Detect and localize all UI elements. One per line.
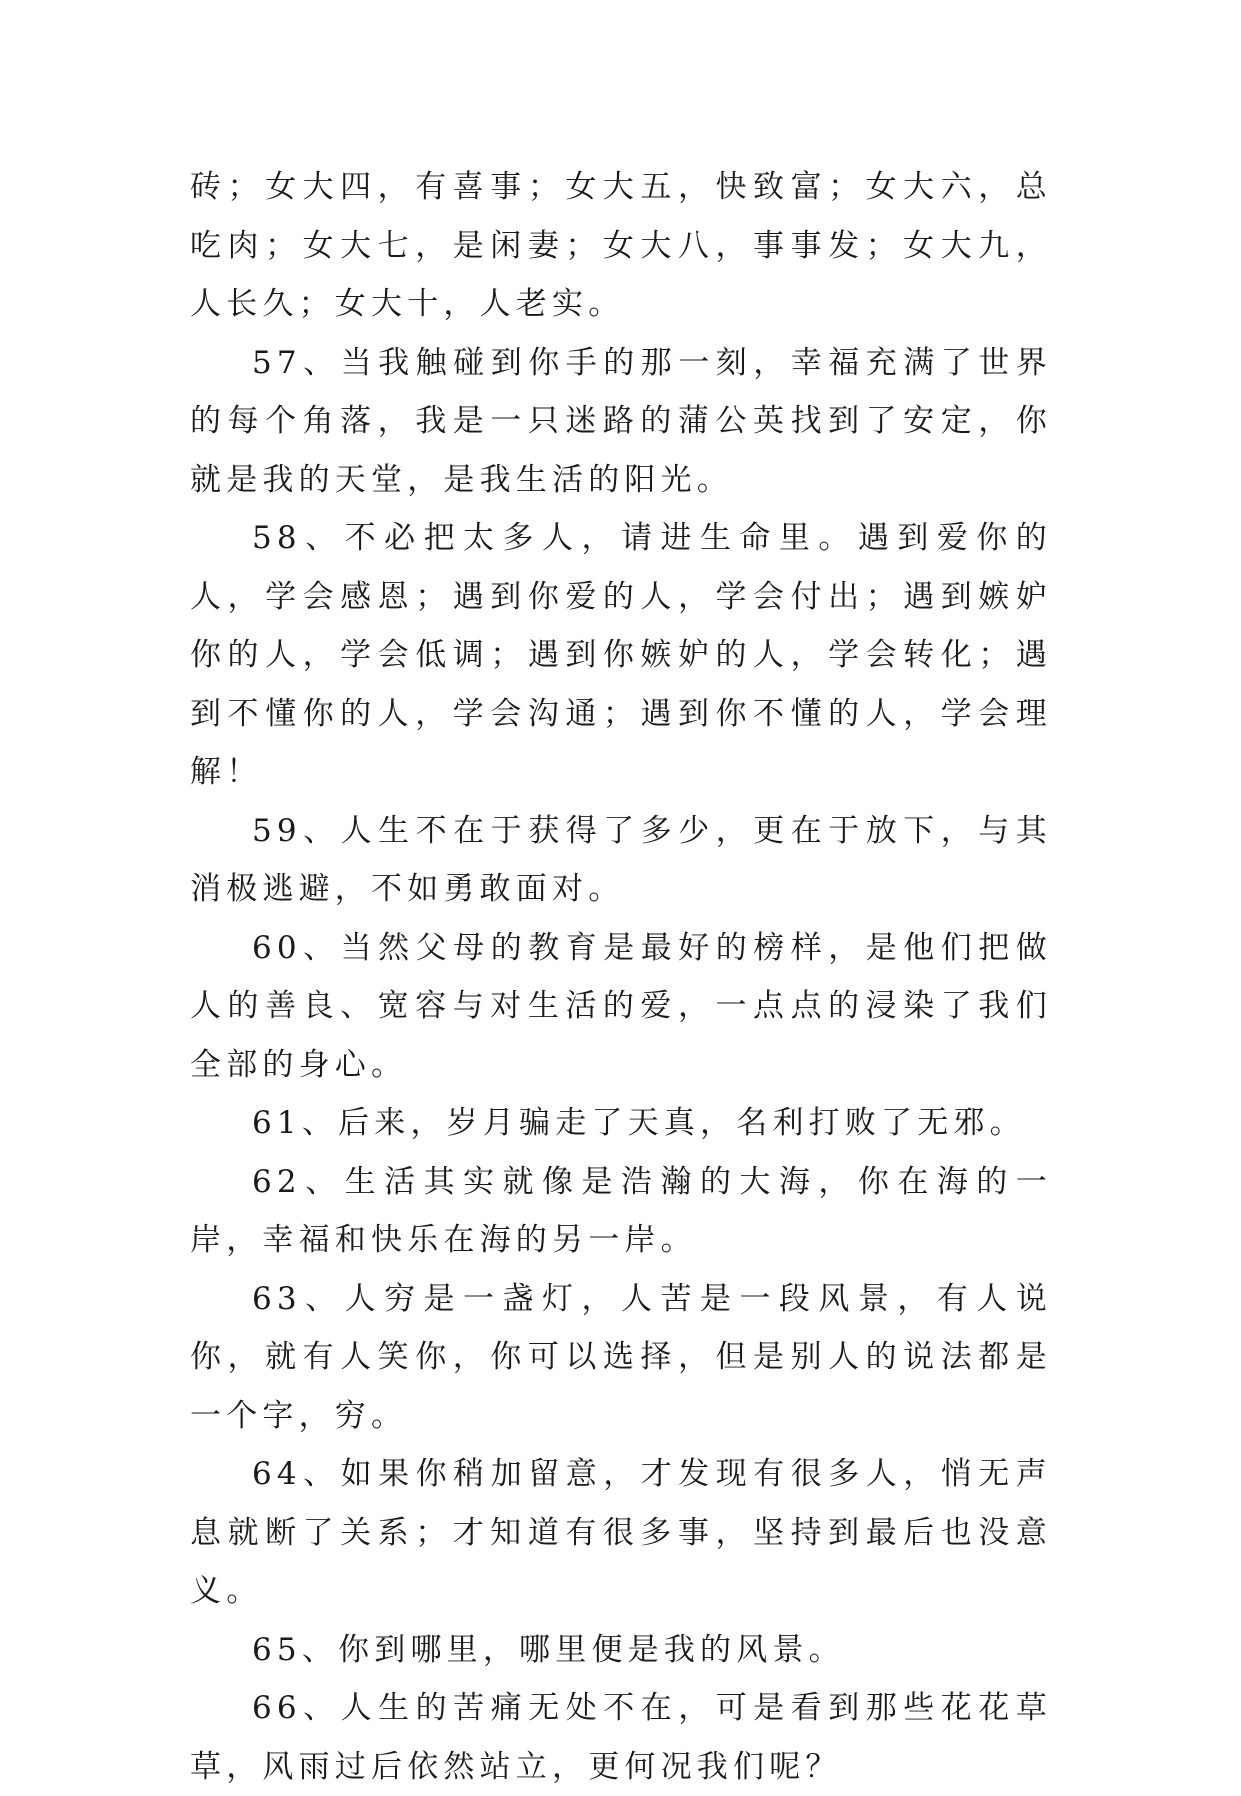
document-body	[190, 158, 1052, 1796]
paragraph-61: 61、后来，岁月骗走了天真，名利打败了无邪。	[252, 1105, 1026, 1141]
paragraph-64: 64、如果你稍加留意，才发现有很多人，悄无声息就断了关系；才知道有很多事，坚持到最后也没意义。	[190, 1456, 1052, 1609]
paragraph-57: 57、当我触碰到你手的那一刻，幸福充满了世界的每个角落，我是一只迷路的蒲公英找到了安定，你就是我的天堂，是我生活的阳光。	[190, 344, 1052, 498]
paragraph-continued: 砖；女大四，有喜事；女大五，快致富；女大六，总吃肉；女大七，是闲妻；女大八，事事发；女大九，人长久；女大十，人老实。	[190, 169, 1052, 322]
paragraph-59: 59、人生不在于获得了多少，更在于放下，与其消极逃避，不如勇敢面对。	[190, 812, 1052, 907]
paragraph-65: 65、你到哪里，哪里便是我的风景。	[252, 1631, 845, 1668]
paragraph-63: 63、人穷是一盏灯，人苦是一段风景，有人说你，就有人笑你，你可以选择，但是别人的说法都是一个字，穷。	[190, 1280, 1052, 1434]
paragraph-60: 60、当然父母的教育是最好的榜样，是他们把做人的善良、宽容与对生活的爱，一点点的浸染了我们全部的身心。	[190, 929, 1052, 1083]
paragraph-58: 58、不必把太多人，请进生命里。遇到爱你的人，学会感恩；遇到你爱的人，学会付出；遇到嫉妒你的人，学会低调；遇到你嫉妒的人，学会转化；遇到不懂你的人，学会沟通；遇到你不懂的人，学会理解！	[190, 520, 1052, 790]
paragraph-62: 62、生活其实就像是浩瀚的大海，你在海的一岸，幸福和快乐在海的另一岸。	[190, 1163, 1052, 1258]
paragraph-66: 66、人生的苦痛无处不在，可是看到那些花花草草，风雨过后依然站立，更何况我们呢？	[190, 1690, 1052, 1785]
